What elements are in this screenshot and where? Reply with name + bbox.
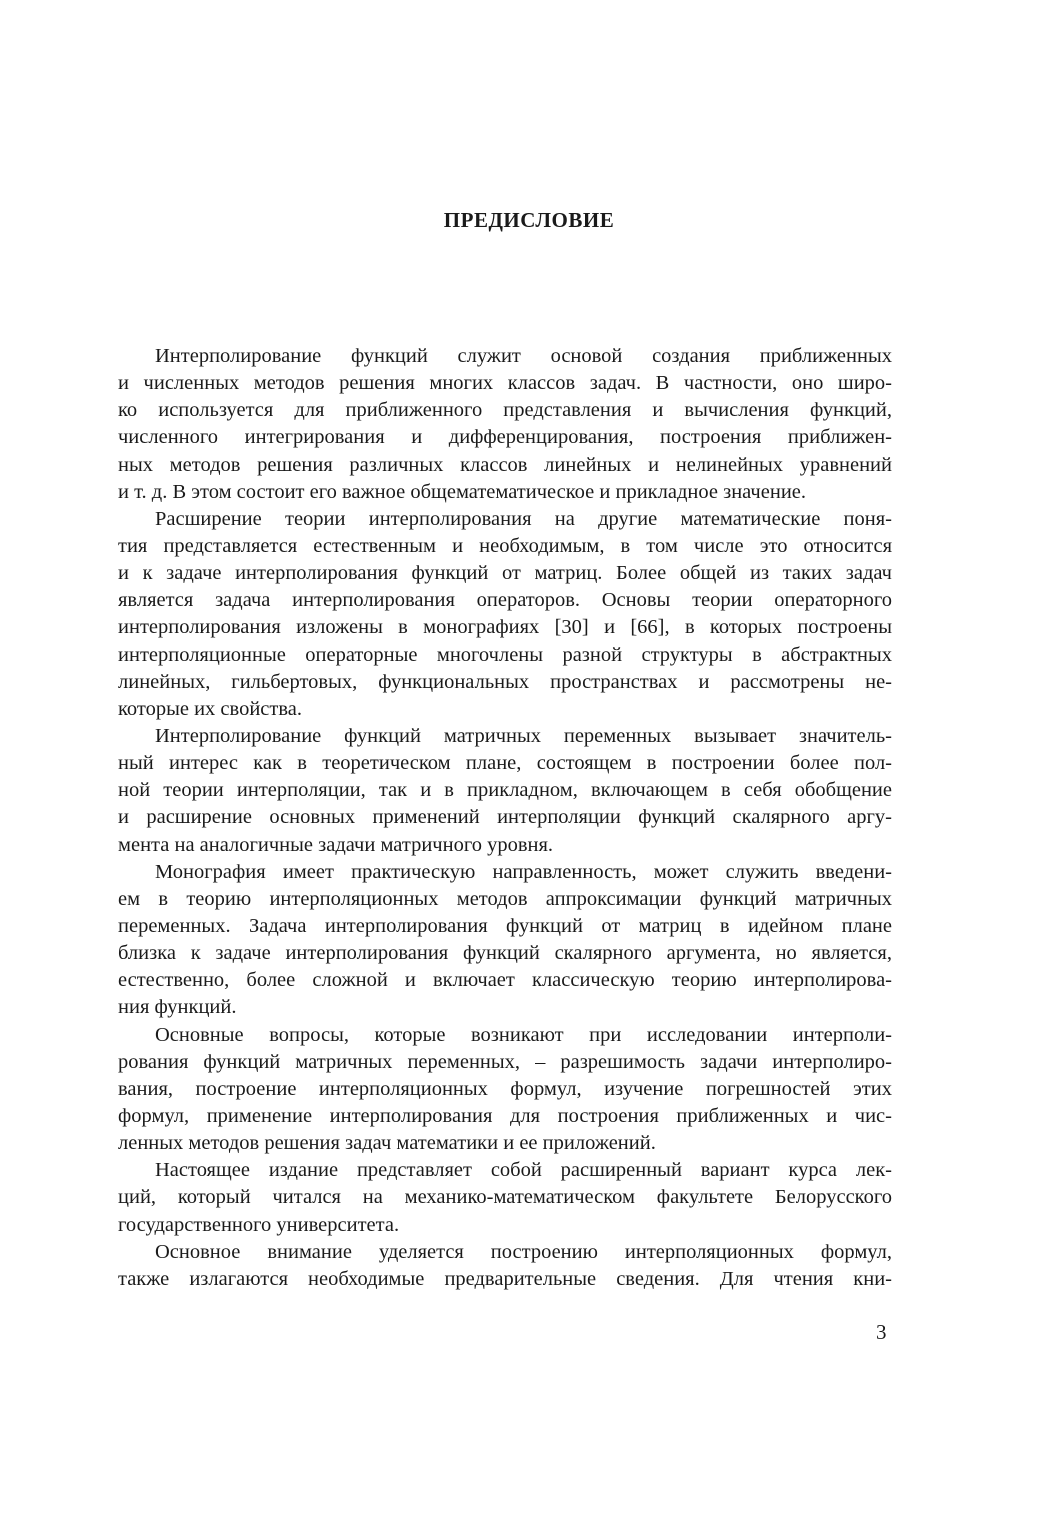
- paragraph-6: [118, 1157, 892, 1238]
- text-line: и численных методов решения многих классов задач. В частности, оно широ-: [118, 372, 892, 395]
- section-heading: ПРЕДИСЛОВИЕ: [443, 208, 615, 232]
- text-line: государственного университета.: [118, 1213, 400, 1236]
- text-line: Интерполирование функций служит основой создания приближенных: [155, 345, 892, 367]
- paragraph-3: [118, 723, 892, 859]
- text-line: интерполяционные операторные многочлены разной структуры в абстрактных: [118, 643, 892, 666]
- text-line: также излагаются необходимые предварительные сведения. Для чтения кни-: [118, 1267, 892, 1290]
- text-line: рования функций матричных переменных, – разрешимость задачи интерполиро-: [118, 1050, 892, 1073]
- text-line: близка к задаче интерполирования функций скалярного аргумента, но является,: [118, 942, 892, 965]
- text-line: Монография имеет практическую направленность, может служить введени-: [155, 860, 892, 883]
- text-line: и т. д. В этом состоит его важное общематематическое и прикладное значение.: [118, 480, 807, 503]
- paragraph-2: [118, 506, 892, 723]
- text-line: переменных. Задача интерполирования функций от матриц в идейном плане: [118, 914, 892, 937]
- text-line: ем в теорию интерполяционных методов аппроксимации функций матричных: [118, 887, 892, 910]
- text-line: ния функций.: [118, 996, 237, 1019]
- body-text: [118, 343, 892, 1293]
- text-line: Интерполирование функций матричных переменных вызывает значитель-: [155, 724, 892, 747]
- text-line: ный интерес как в теоретическом плане, состоящем в построении более пол-: [118, 752, 892, 775]
- text-line: Расширение теории интерполирования на другие математические поня-: [155, 507, 892, 530]
- paragraph-1: [118, 343, 892, 506]
- text-line: интерполирования изложены в монографиях [30] и [66], в которых построены: [118, 616, 892, 639]
- text-line: формул, применение интерполирования для построения приближенных и чис-: [118, 1104, 892, 1127]
- text-line: которые их свойства.: [118, 697, 302, 720]
- text-line: и расширение основных применений интерполяции функций скалярного аргу-: [118, 806, 892, 829]
- text-line: вания, построение интерполяционных формул, изучение погрешностей этих: [118, 1077, 892, 1100]
- paragraph-4: [118, 859, 892, 1022]
- text-line: и к задаче интерполирования функций от матриц. Более общей из таких задач: [118, 562, 892, 585]
- text-line: является задача интерполирования операторов. Основы теории операторного: [118, 589, 892, 612]
- text-line: тия представляется естественным и необходимым, в том числе это относится: [118, 534, 892, 557]
- text-line: ной теории интерполяции, так и в прикладном, включающем в себя обобщение: [118, 779, 892, 802]
- page-number: 3: [876, 1320, 887, 1344]
- text-line: Основное внимание уделяется построению интерполяционных формул,: [155, 1240, 892, 1263]
- text-line: естественно, более сложной и включает классическую теорию интерполирова-: [118, 969, 892, 992]
- text-line: Настоящее издание представляет собой расширенный вариант курса лек-: [155, 1159, 892, 1182]
- paragraph-7: [118, 1239, 892, 1293]
- text-line: ных методов решения различных классов линейных и нелинейных уравнений: [118, 453, 892, 476]
- text-line: линейных, гильбертовых, функциональных пространствах и рассмотрены не-: [118, 670, 892, 693]
- paragraph-5: [118, 1022, 892, 1158]
- text-line: ко используется для приближенного представления и вычисления функций,: [118, 399, 892, 422]
- text-line: мента на аналогичные задачи матричного уровня.: [118, 833, 554, 856]
- text-line: численного интегрирования и дифференцирования, построения приближен-: [118, 426, 892, 449]
- text-line: ленных методов решения задач математики и ее приложений.: [118, 1132, 656, 1155]
- text-line: Основные вопросы, которые возникают при исследовании интерполи-: [155, 1023, 892, 1046]
- text-line: ций, который читался на механико-математическом факультете Белорусского: [118, 1186, 892, 1209]
